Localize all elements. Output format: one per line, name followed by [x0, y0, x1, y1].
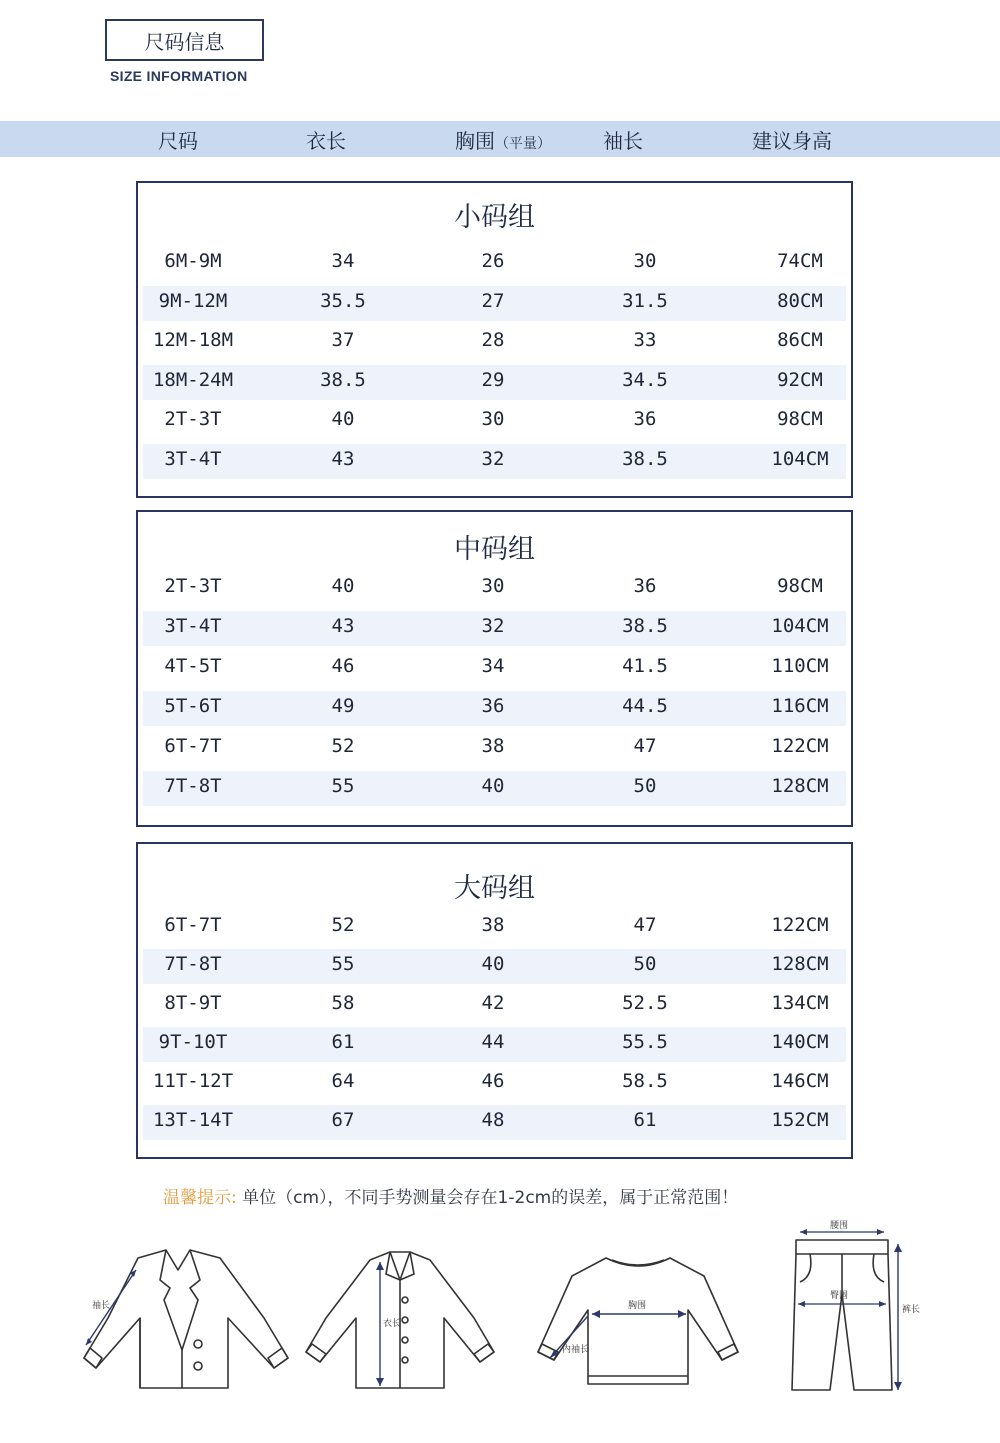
cell-length: 55	[331, 953, 355, 975]
col-height: 建议身高	[752, 129, 832, 153]
table-row	[143, 325, 846, 360]
cell-length: 52	[331, 735, 355, 757]
cell-size: 6M-9M	[164, 250, 222, 272]
cell-length: 43	[331, 448, 355, 470]
cell-chest: 36	[481, 695, 505, 717]
cell-height: 92CM	[777, 369, 823, 391]
cell-chest: 27	[481, 290, 505, 312]
col-length: 衣长	[306, 129, 346, 153]
cell-length: 49	[331, 695, 355, 717]
cell-sleeve: 34.5	[622, 369, 668, 391]
cell-height: 152CM	[771, 1109, 829, 1131]
section-title-box	[105, 19, 264, 61]
group-title: 中码组	[454, 534, 535, 565]
tip	[163, 1183, 738, 1208]
cell-size: 12M-18M	[152, 329, 234, 351]
size-group	[136, 842, 853, 1159]
cell-height: 86CM	[777, 329, 823, 351]
sweater-diagram	[528, 1240, 748, 1400]
tip-text: 单位（cm），不同手势测量会存在1-2cm的误差，属于正常范围！	[242, 1188, 739, 1208]
cell-size: 5T-6T	[164, 695, 222, 717]
cell-size: 2T-3T	[164, 575, 222, 597]
cell-chest: 34	[481, 655, 505, 677]
cell-chest: 26	[481, 250, 505, 272]
size-group	[136, 181, 853, 498]
cell-height: 80CM	[777, 290, 823, 312]
shirt-diagram	[300, 1240, 500, 1400]
cell-size: 9M-12M	[158, 290, 228, 312]
cell-size: 2T-3T	[164, 408, 222, 430]
cell-length: 34	[331, 250, 355, 272]
cell-length: 55	[331, 775, 355, 797]
cell-height: 98CM	[777, 575, 823, 597]
jacket-diagram	[78, 1240, 298, 1400]
cell-chest: 40	[481, 953, 505, 975]
col-size: 尺码	[158, 129, 198, 153]
cell-sleeve: 36	[633, 408, 657, 430]
cell-length: 52	[331, 914, 355, 936]
cell-length: 43	[331, 615, 355, 637]
cell-chest: 46	[481, 1070, 505, 1092]
cell-chest: 48	[481, 1109, 505, 1131]
pants-length-label: 裤长	[902, 1305, 921, 1315]
table-row	[143, 910, 846, 945]
cell-height: 128CM	[771, 775, 829, 797]
column-header-band	[0, 121, 1000, 157]
cell-height: 146CM	[771, 1070, 829, 1092]
cell-chest: 32	[481, 615, 505, 637]
cell-height: 122CM	[771, 914, 829, 936]
cell-size: 9T-10T	[158, 1031, 228, 1053]
sweater-inner-sleeve-label: 内袖长	[562, 1345, 590, 1355]
cell-length: 46	[331, 655, 355, 677]
col-sleeve: 袖长	[603, 129, 643, 153]
cell-chest: 30	[481, 408, 505, 430]
cell-length: 40	[331, 408, 355, 430]
cell-sleeve: 58.5	[622, 1070, 668, 1092]
cell-chest: 42	[481, 992, 505, 1014]
cell-sleeve: 50	[633, 775, 657, 797]
cell-chest: 38	[481, 735, 505, 757]
pants-waist-label: 腰围	[830, 1221, 849, 1231]
col-chest-label: 胸围	[455, 129, 495, 153]
table-row	[143, 949, 846, 984]
table-row	[143, 651, 846, 686]
table-row	[143, 731, 846, 766]
table-row	[143, 1027, 846, 1062]
sweater-chest-label: 胸围	[628, 1301, 647, 1311]
cell-size: 18M-24M	[152, 369, 234, 391]
cell-size: 3T-4T	[164, 448, 222, 470]
tip-label: 温馨提示:	[163, 1188, 237, 1208]
table-row	[143, 571, 846, 606]
cell-sleeve: 38.5	[622, 448, 668, 470]
pants-diagram	[780, 1218, 950, 1398]
cell-sleeve: 41.5	[622, 655, 668, 677]
cell-height: 74CM	[777, 250, 823, 272]
cell-length: 37	[331, 329, 355, 351]
cell-height: 122CM	[771, 735, 829, 757]
cell-size: 11T-12T	[152, 1070, 234, 1092]
jacket-sleeve-label: 袖长	[92, 1301, 111, 1311]
cell-sleeve: 30	[633, 250, 657, 272]
table-row	[143, 286, 846, 321]
cell-sleeve: 47	[633, 914, 657, 936]
cell-height: 104CM	[771, 615, 829, 637]
table-row	[143, 365, 846, 400]
cell-height: 128CM	[771, 953, 829, 975]
cell-length: 61	[331, 1031, 355, 1053]
cell-chest: 38	[481, 914, 505, 936]
cell-size: 3T-4T	[164, 615, 222, 637]
cell-height: 98CM	[777, 408, 823, 430]
cell-chest: 28	[481, 329, 505, 351]
size-group	[136, 510, 853, 827]
col-chest-note: （平量）	[495, 136, 551, 152]
cell-chest: 40	[481, 775, 505, 797]
table-row	[143, 988, 846, 1023]
group-title: 大码组	[454, 873, 535, 904]
cell-sleeve: 31.5	[622, 290, 668, 312]
cell-height: 140CM	[771, 1031, 829, 1053]
cell-length: 38.5	[320, 369, 366, 391]
pants-hip-label: 臀围	[830, 1291, 849, 1301]
cell-sleeve: 44.5	[622, 695, 668, 717]
section-title: 尺码信息	[144, 29, 225, 54]
cell-height: 110CM	[771, 655, 829, 677]
group-title: 小码组	[454, 202, 535, 233]
cell-height: 104CM	[771, 448, 829, 470]
cell-length: 58	[331, 992, 355, 1014]
cell-size: 7T-8T	[164, 775, 222, 797]
cell-chest: 44	[481, 1031, 505, 1053]
cell-sleeve: 61	[633, 1109, 657, 1131]
cell-size: 4T-5T	[164, 655, 222, 677]
cell-sleeve: 52.5	[622, 992, 668, 1014]
table-row	[143, 246, 846, 281]
table-row	[143, 611, 846, 646]
cell-size: 6T-7T	[164, 735, 222, 757]
cell-length: 64	[331, 1070, 355, 1092]
cell-size: 7T-8T	[164, 953, 222, 975]
cell-size: 13T-14T	[152, 1109, 234, 1131]
col-chest	[455, 125, 551, 154]
cell-sleeve: 47	[633, 735, 657, 757]
shirt-length-label: 衣长	[383, 1319, 402, 1329]
cell-sleeve: 36	[633, 575, 657, 597]
cell-size: 6T-7T	[164, 914, 222, 936]
cell-sleeve: 55.5	[622, 1031, 668, 1053]
table-row	[143, 691, 846, 726]
table-row	[143, 1066, 846, 1101]
cell-length: 35.5	[320, 290, 366, 312]
table-row	[143, 404, 846, 439]
cell-height: 134CM	[771, 992, 829, 1014]
cell-size: 8T-9T	[164, 992, 222, 1014]
cell-length: 67	[331, 1109, 355, 1131]
cell-sleeve: 50	[633, 953, 657, 975]
cell-height: 116CM	[771, 695, 829, 717]
cell-chest: 29	[481, 369, 505, 391]
cell-sleeve: 38.5	[622, 615, 668, 637]
cell-chest: 30	[481, 575, 505, 597]
cell-length: 40	[331, 575, 355, 597]
cell-sleeve: 33	[633, 329, 657, 351]
table-row	[143, 771, 846, 806]
table-row	[143, 1105, 846, 1140]
section-subtitle: SIZE INFORMATION	[110, 68, 248, 84]
table-row	[143, 444, 846, 479]
cell-chest: 32	[481, 448, 505, 470]
